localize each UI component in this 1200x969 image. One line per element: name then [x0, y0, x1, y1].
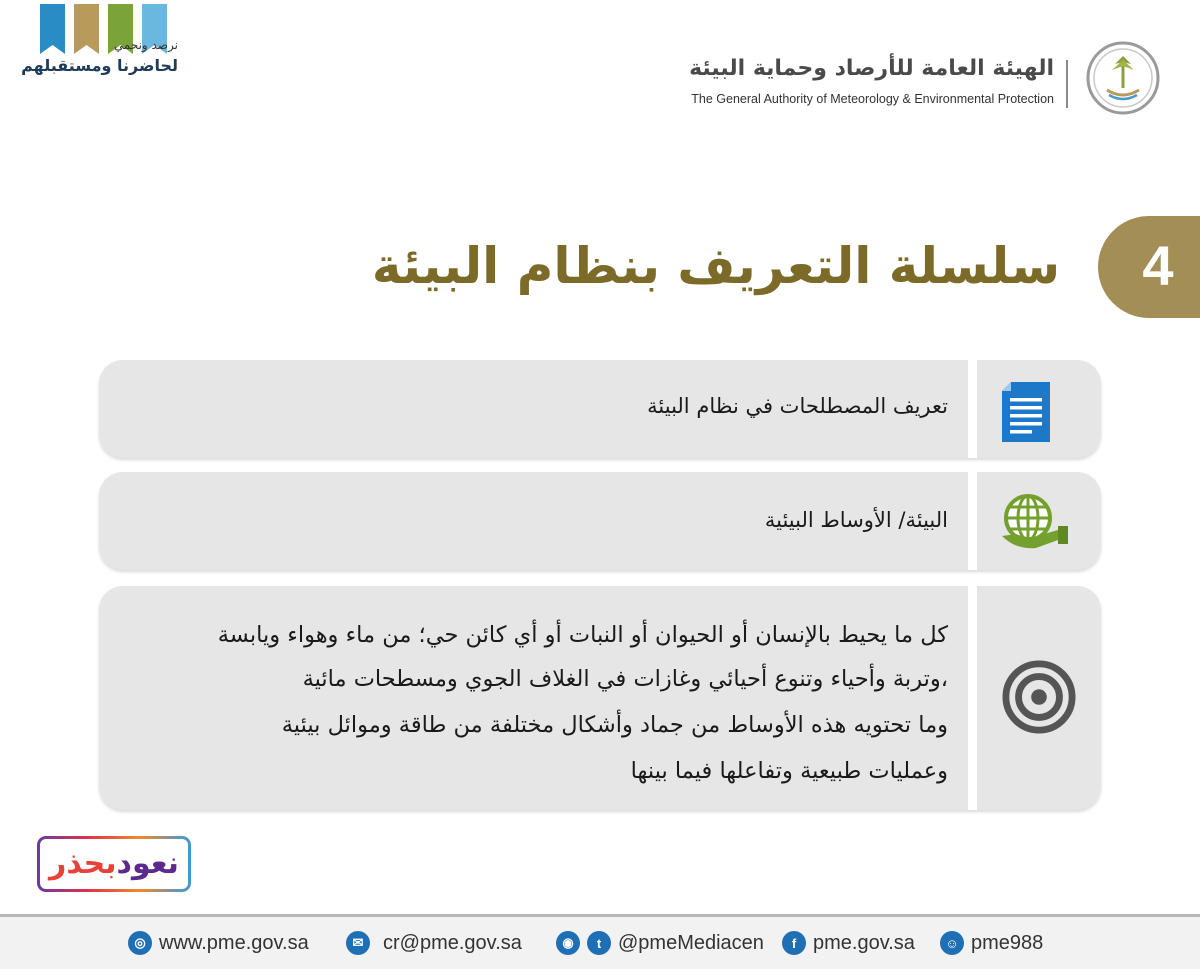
footer-social[interactable]	[556, 930, 764, 956]
definition-line-1: كل ما يحيط بالإنسان أو الحيوان أو النبات أو أي كائن حي؛ من ماء وهواء ويابسة	[217, 622, 948, 648]
page-title: سلسلة التعريف بنظام البيئة	[371, 237, 1060, 295]
email-link[interactable]: cr@pme.gov.sa	[383, 931, 522, 954]
footer-facebook[interactable]	[782, 930, 915, 956]
footer-email[interactable]	[346, 930, 522, 956]
footer-website[interactable]	[128, 930, 309, 956]
snapchat-icon: ☺	[940, 931, 964, 955]
definition-line-2: ،وتربة وأحياء وتنوع أحيائي وغازات في الغلاف الجوي ومسطحات مائية	[302, 666, 948, 692]
globe-icon: ◎	[128, 931, 152, 955]
campaign-logo	[37, 836, 191, 892]
campaign-logo-part2: بحذر	[49, 846, 117, 881]
social-handle[interactable]: @pmeMediacen	[618, 931, 764, 954]
website-link[interactable]: www.pme.gov.sa	[159, 931, 309, 954]
row-divider	[968, 472, 977, 570]
definition-line-4: وعمليات طبيعية وتفاعلها فيما بينها	[630, 758, 948, 784]
authority-name-en: The General Authority of Meteorology & Environmental Protection	[691, 92, 1054, 106]
slogan-line2: لحاضرنا ومستقبلهم	[21, 56, 178, 75]
footer-snapchat[interactable]	[940, 930, 1043, 956]
row-environment-label: البيئة/ الأوساط البيئية	[764, 508, 948, 532]
campaign-logo-part1: نعود	[116, 846, 179, 881]
row-divider	[968, 360, 977, 458]
document-icon	[996, 380, 1056, 444]
header-divider	[1066, 60, 1068, 108]
authority-name-ar: الهيئة العامة للأرصاد وحماية البيئة	[689, 56, 1054, 81]
authority-emblem-icon	[1085, 40, 1161, 116]
facebook-link[interactable]: pme.gov.sa	[813, 931, 915, 954]
section-number: 4	[1142, 234, 1174, 297]
row-terms-label: تعريف المصطلحات في نظام البيئة	[647, 394, 948, 418]
target-icon	[1002, 660, 1076, 734]
row-divider	[968, 586, 977, 810]
globe-hand-icon	[996, 490, 1072, 554]
twitter-icon: t	[587, 931, 611, 955]
instagram-icon: ◉	[556, 931, 580, 955]
snapchat-handle[interactable]: pme988	[971, 931, 1044, 954]
facebook-icon: f	[782, 931, 806, 955]
mail-icon: ✉	[346, 931, 370, 955]
definition-line-3: وما تحتويه هذه الأوساط من جماد وأشكال مختلفة من طاقة وموائل بيئية	[281, 712, 948, 738]
slogan-line1: نرصد ونحمي	[113, 38, 178, 52]
